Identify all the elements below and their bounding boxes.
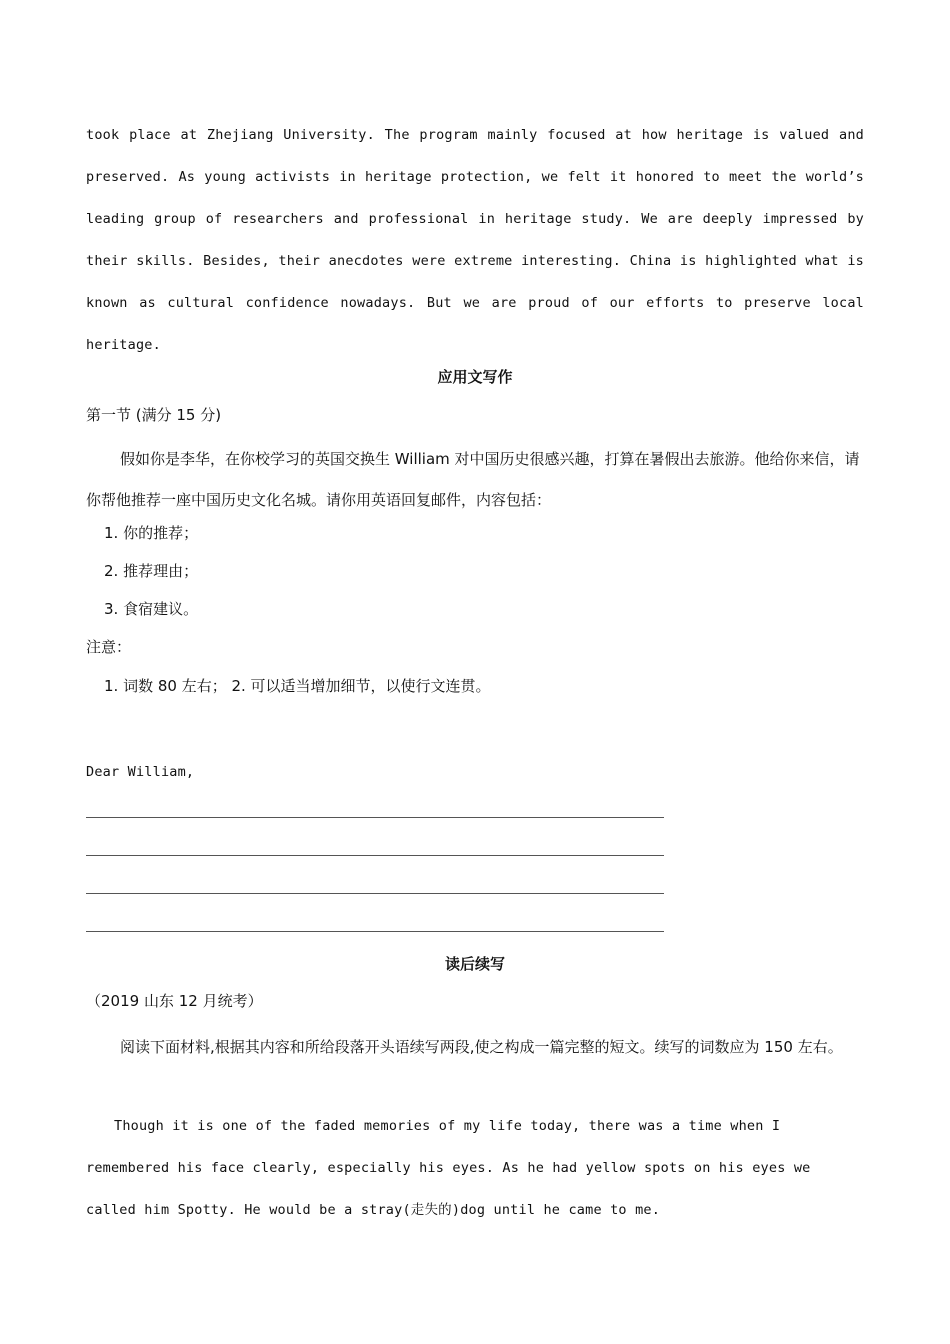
writing-prompt: 假如你是李华，在你校学习的英国交换生 William 对中国历史很感兴趣，打算在暑假出去旅游。他给你来信，请你帮他推荐一座中国历史文化名城。请你用英语回复邮件，内容包括： <box>86 450 860 509</box>
answer-line[interactable] <box>86 931 664 932</box>
answer-line[interactable] <box>86 817 664 818</box>
exam-source: （2019 山东 12 月统考） <box>86 992 263 1010</box>
letter-greeting: Dear William, <box>86 764 195 780</box>
passage-paragraph: took place at Zhejiang University. The program mainly focused at how heritage is valued and preserved. As young activists in heritage protection, we felt it honored to meet the world’s leading group of researchers and professional in heritage study. We are deeply impressed by their skills. Besides, their anecdotes were extreme interesting. China is highlighted what is known as cultural confidence nowadays. But we are proud of our efforts to preserve local heritage. <box>86 127 864 353</box>
requirement-item: 2. 推荐理由； <box>104 562 199 580</box>
answer-line[interactable] <box>86 893 664 894</box>
note-label: 注意： <box>86 638 132 656</box>
continuation-instruction: 阅读下面材料,根据其内容和所给段落开头语续写两段,使之构成一篇完整的短文。续写的词数应为 150 左右。 <box>120 1038 843 1056</box>
requirement-item: 1. 你的推荐； <box>104 524 199 542</box>
story-paragraph: Though it is one of the faded memories of my life today, there was a time when I remembered his face clearly, especially his eyes. As he had yellow spots on his eyes we called him Spotty. He would be a stray(走失的)dog until he came to me. <box>86 1118 811 1218</box>
requirement-item: 3. 食宿建议。 <box>104 600 199 618</box>
answer-line[interactable] <box>86 855 664 856</box>
notes-text: 1. 词数 80 左右； 2. 可以适当增加细节，以使行文连贯。 <box>104 677 491 695</box>
part-label: 第一节 (满分 15 分) <box>86 406 222 424</box>
section-heading-continuation-writing: 读后续写 <box>444 955 505 973</box>
section-heading-practical-writing: 应用文写作 <box>437 368 513 386</box>
